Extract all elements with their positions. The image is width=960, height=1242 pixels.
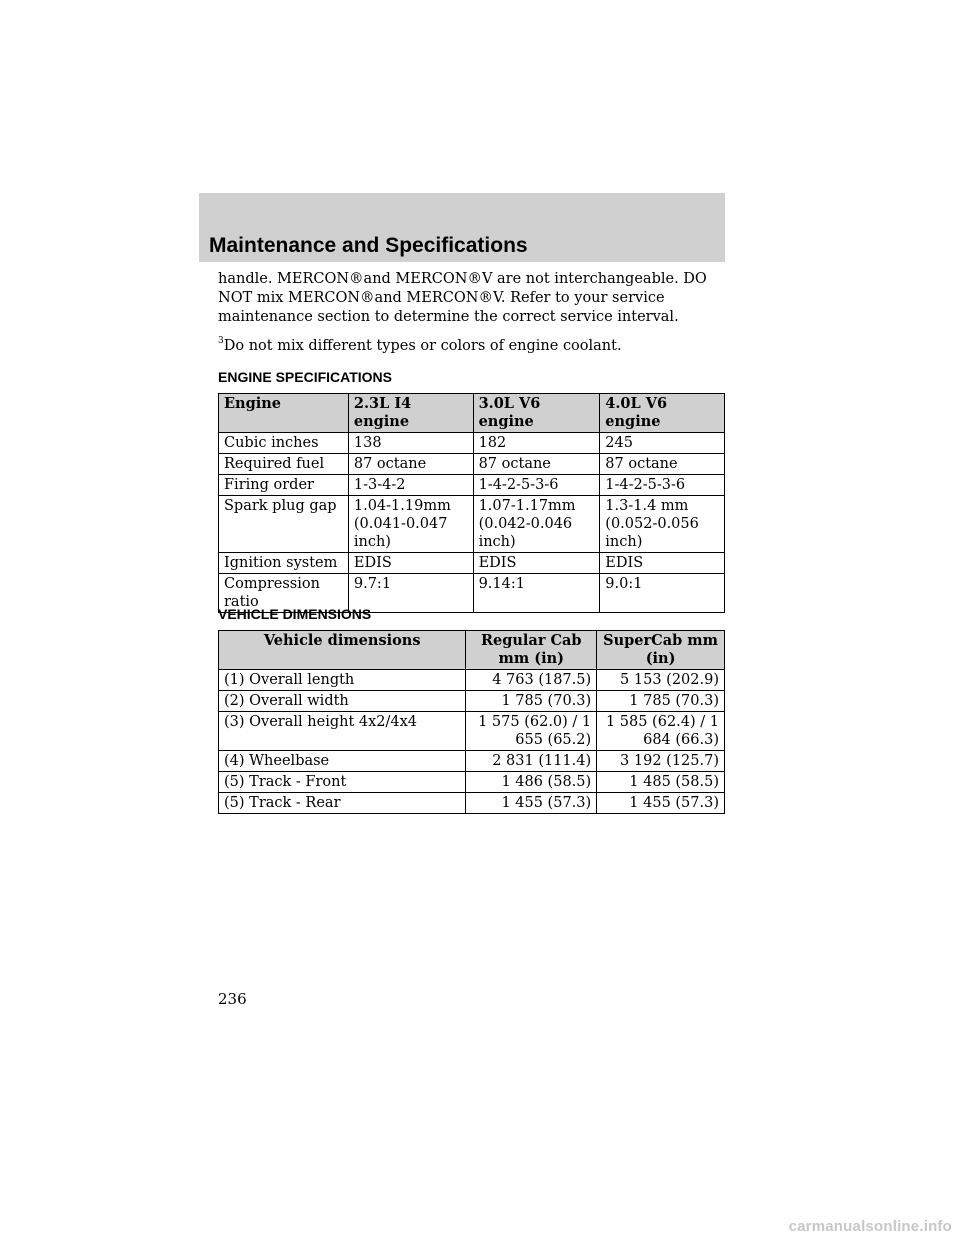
column-header: Regular Cab mm (in) <box>466 631 597 670</box>
column-header: 4.0L V6 engine <box>600 394 725 433</box>
row-label: (1) Overall length <box>219 670 466 691</box>
column-header: 2.3L I4 engine <box>348 394 473 433</box>
table-cell: 1.3-1.4 mm (0.052-0.056 inch) <box>600 496 725 553</box>
row-label: (2) Overall width <box>219 691 466 712</box>
table-row <box>219 772 725 793</box>
table-row <box>219 433 725 454</box>
table-cell: 1 575 (62.0) / 1 655 (65.2) <box>466 712 597 751</box>
column-header: Engine <box>219 394 349 433</box>
row-label: (4) Wheelbase <box>219 751 466 772</box>
table-cell: 87 octane <box>600 454 725 475</box>
table-cell: EDIS <box>473 553 600 574</box>
table-row <box>219 670 725 691</box>
table-cell: 87 octane <box>473 454 600 475</box>
footnote <box>218 337 725 356</box>
row-label: Required fuel <box>219 454 349 475</box>
table-cell: 2 831 (111.4) <box>466 751 597 772</box>
table-cell: 4 763 (187.5) <box>466 670 597 691</box>
table-cell: 1-4-2-5-3-6 <box>600 475 725 496</box>
table-cell: 9.7:1 <box>348 574 473 613</box>
row-label: (5) Track - Front <box>219 772 466 793</box>
intro-paragraph: handle. MERCON®and MERCON®V are not interchangeable. DO NOT mix MERCON®and MERCON®V. Refer to your service maintenance section to determine the correct service interval. <box>218 271 707 325</box>
table-row <box>219 712 725 751</box>
table-row <box>219 496 725 553</box>
table-cell: 1 455 (57.3) <box>466 793 597 814</box>
table-cell: 182 <box>473 433 600 454</box>
column-header: 3.0L V6 engine <box>473 394 600 433</box>
table-row <box>219 454 725 475</box>
footnote-marker: 3 <box>218 336 224 346</box>
table-cell: 1 485 (58.5) <box>597 772 725 793</box>
table-cell: 3 192 (125.7) <box>597 751 725 772</box>
site-watermark: carmanualsonline.info <box>788 1218 952 1235</box>
table-cell: 5 153 (202.9) <box>597 670 725 691</box>
table-header-row <box>219 631 725 670</box>
table-cell: 138 <box>348 433 473 454</box>
table-row <box>219 751 725 772</box>
table-cell: 87 octane <box>348 454 473 475</box>
table-cell: 1 486 (58.5) <box>466 772 597 793</box>
row-label: Cubic inches <box>219 433 349 454</box>
row-label: Ignition system <box>219 553 349 574</box>
table-cell: 1-4-2-5-3-6 <box>473 475 600 496</box>
engine-specs-heading: ENGINE SPECIFICATIONS <box>218 369 392 385</box>
column-header: SuperCab mm (in) <box>597 631 725 670</box>
table-cell: 1-3-4-2 <box>348 475 473 496</box>
table-cell: EDIS <box>600 553 725 574</box>
page-number: 236 <box>218 990 247 1008</box>
footnote-text: Do not mix different types or colors of engine coolant. <box>223 338 622 354</box>
table-cell: 1 785 (70.3) <box>597 691 725 712</box>
table-cell: 1 455 (57.3) <box>597 793 725 814</box>
table-row <box>219 793 725 814</box>
row-label: Compression ratio <box>219 574 349 613</box>
table-cell: 1 585 (62.4) / 1 684 (66.3) <box>597 712 725 751</box>
table-cell: 1.07-1.17mm (0.042-0.046 inch) <box>473 496 600 553</box>
vehicle-dimensions-table <box>218 630 725 814</box>
table-header-row <box>219 394 725 433</box>
row-label: Spark plug gap <box>219 496 349 553</box>
section-title: Maintenance and Specifications <box>209 234 528 257</box>
row-label: (5) Track - Rear <box>219 793 466 814</box>
table-row <box>219 475 725 496</box>
row-label: (3) Overall height 4x2/4x4 <box>219 712 466 751</box>
table-cell: 245 <box>600 433 725 454</box>
row-label: Firing order <box>219 475 349 496</box>
table-cell: 1 785 (70.3) <box>466 691 597 712</box>
engine-specs-table <box>218 393 725 613</box>
table-cell: 1.04-1.19mm (0.041-0.047 inch) <box>348 496 473 553</box>
table-cell: 9.0:1 <box>600 574 725 613</box>
table-cell: 9.14:1 <box>473 574 600 613</box>
table-row <box>219 691 725 712</box>
table-row <box>219 553 725 574</box>
column-header: Vehicle dimensions <box>219 631 466 670</box>
table-cell: EDIS <box>348 553 473 574</box>
vehicle-dimensions-heading: VEHICLE DIMENSIONS <box>218 606 372 622</box>
